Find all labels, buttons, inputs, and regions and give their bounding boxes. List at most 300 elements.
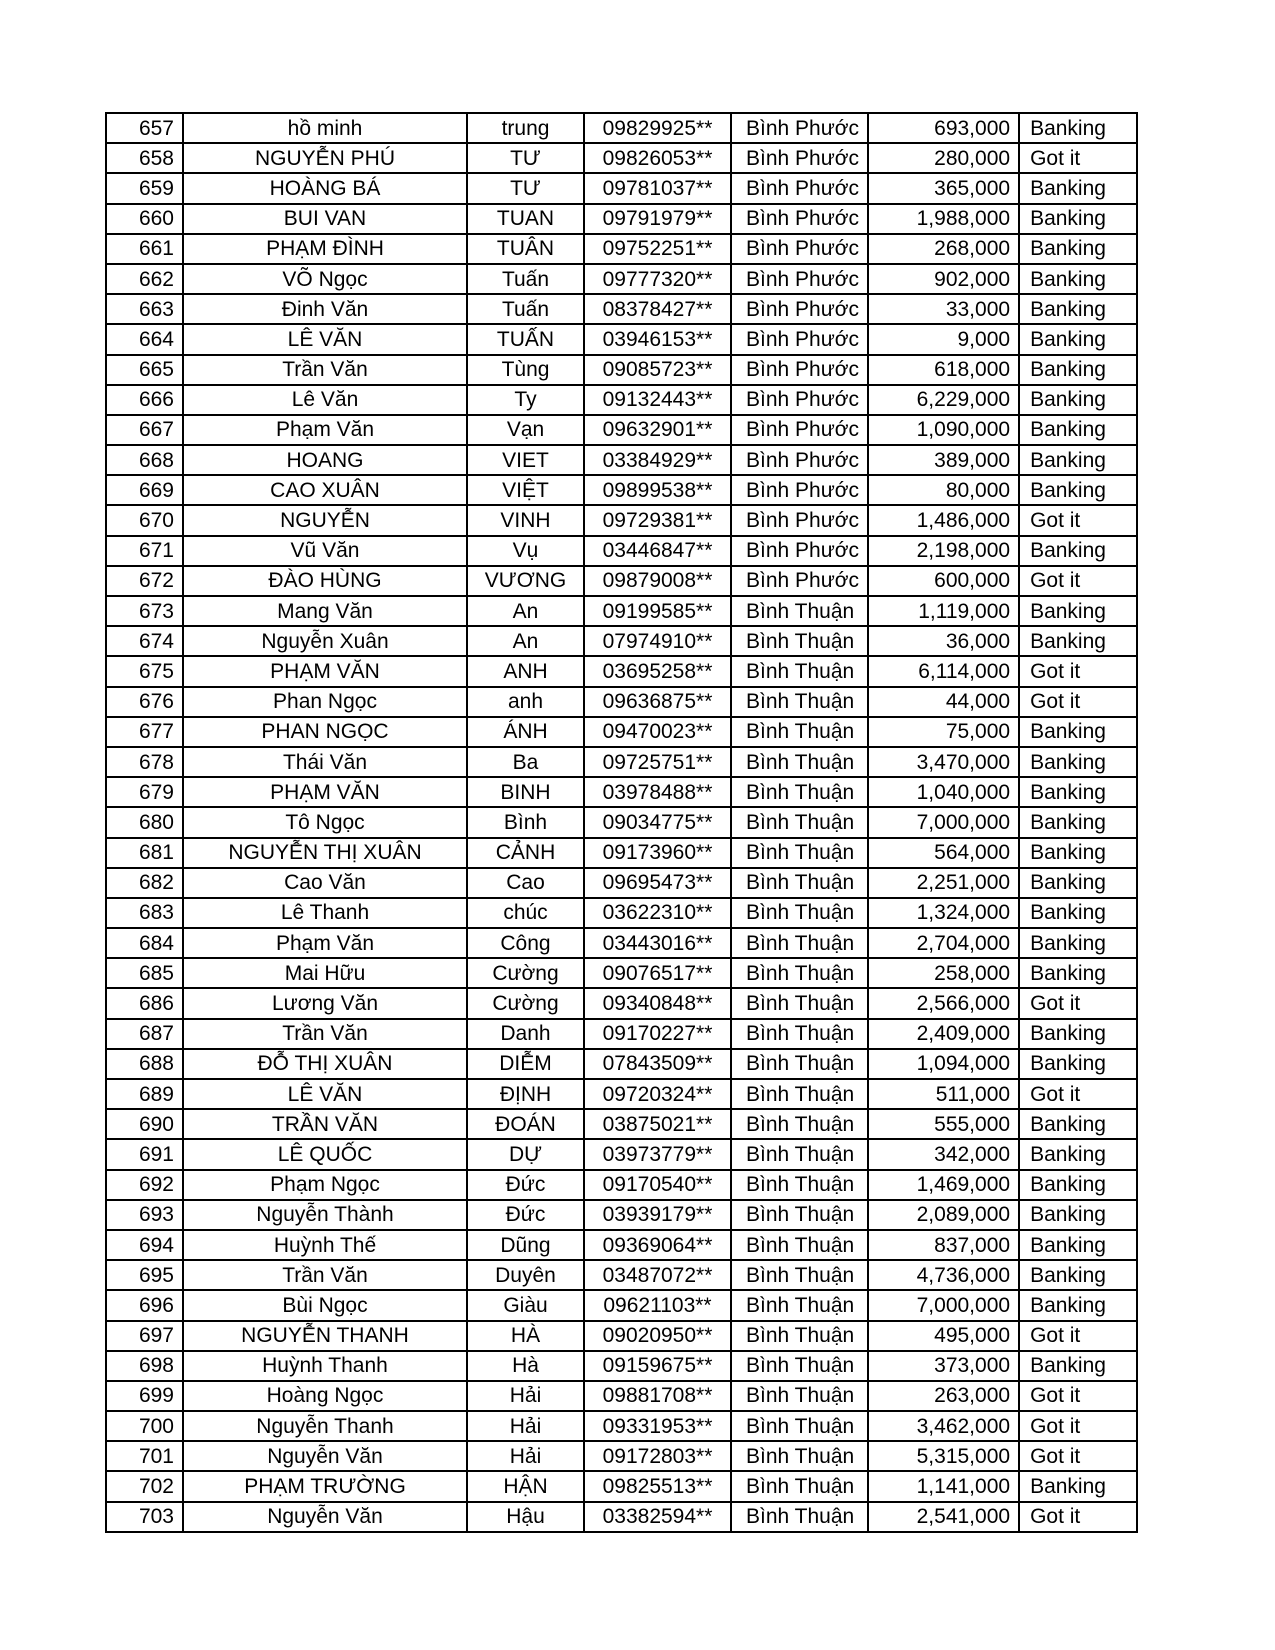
province-cell: Bình Thuận [731, 717, 868, 747]
amount-cell: 2,704,000 [868, 928, 1019, 958]
surname-cell: LÊ QUỐC [183, 1139, 467, 1169]
table-row [106, 596, 1137, 626]
table-row [106, 988, 1137, 1018]
surname-cell: BUI VAN [183, 204, 467, 234]
row-number: 698 [106, 1351, 183, 1381]
amount-cell: 564,000 [868, 838, 1019, 868]
row-number: 697 [106, 1321, 183, 1351]
province-cell: Bình Thuận [731, 777, 868, 807]
payment-method-cell: Got it [1019, 687, 1137, 717]
given-name-cell: Hậu [467, 1502, 584, 1532]
given-name-cell: Danh [467, 1019, 584, 1049]
phone-cell: 09826053** [584, 143, 731, 173]
payment-method-cell: Got it [1019, 656, 1137, 686]
amount-cell: 618,000 [868, 355, 1019, 385]
amount-cell: 75,000 [868, 717, 1019, 747]
given-name-cell: BINH [467, 777, 584, 807]
phone-cell: 09470023** [584, 717, 731, 747]
amount-cell: 2,089,000 [868, 1200, 1019, 1230]
payment-method-cell: Banking [1019, 1260, 1137, 1290]
phone-cell: 03875021** [584, 1109, 731, 1139]
payment-method-cell: Banking [1019, 204, 1137, 234]
row-number: 695 [106, 1260, 183, 1290]
phone-cell: 09829925** [584, 113, 731, 143]
province-cell: Bình Thuận [731, 1351, 868, 1381]
province-cell: Bình Thuận [731, 1411, 868, 1441]
phone-cell: 09172803** [584, 1441, 731, 1471]
given-name-cell: chúc [467, 898, 584, 928]
table-row [106, 1290, 1137, 1320]
province-cell: Bình Phước [731, 264, 868, 294]
payment-method-cell: Got it [1019, 1381, 1137, 1411]
given-name-cell: Cường [467, 958, 584, 988]
given-name-cell: CẢNH [467, 838, 584, 868]
province-cell: Bình Thuận [731, 928, 868, 958]
row-number: 676 [106, 687, 183, 717]
table-row [106, 113, 1137, 143]
surname-cell: Tô Ngọc [183, 807, 467, 837]
payment-method-cell: Got it [1019, 1441, 1137, 1471]
surname-cell: Nguyễn Văn [183, 1441, 467, 1471]
phone-cell: 03487072** [584, 1260, 731, 1290]
phone-cell: 09752251** [584, 234, 731, 264]
phone-cell: 09173960** [584, 838, 731, 868]
row-number: 681 [106, 838, 183, 868]
province-cell: Bình Phước [731, 475, 868, 505]
payment-method-cell: Banking [1019, 1109, 1137, 1139]
amount-cell: 80,000 [868, 475, 1019, 505]
row-number: 702 [106, 1471, 183, 1501]
phone-cell: 09340848** [584, 988, 731, 1018]
amount-cell: 3,470,000 [868, 747, 1019, 777]
table-row [106, 656, 1137, 686]
row-number: 703 [106, 1502, 183, 1532]
surname-cell: Nguyễn Thanh [183, 1411, 467, 1441]
phone-cell: 09729381** [584, 505, 731, 535]
phone-cell: 09132443** [584, 385, 731, 415]
given-name-cell: VIỆT [467, 475, 584, 505]
phone-cell: 09725751** [584, 747, 731, 777]
surname-cell: NGUYỄN PHÚ [183, 143, 467, 173]
row-number: 662 [106, 264, 183, 294]
surname-cell: Hoàng Ngọc [183, 1381, 467, 1411]
table-row [106, 868, 1137, 898]
surname-cell: Vũ Văn [183, 536, 467, 566]
amount-cell: 6,229,000 [868, 385, 1019, 415]
given-name-cell: Tuấn [467, 264, 584, 294]
row-number: 660 [106, 204, 183, 234]
amount-cell: 1,090,000 [868, 415, 1019, 445]
amount-cell: 693,000 [868, 113, 1019, 143]
surname-cell: Phan Ngọc [183, 687, 467, 717]
amount-cell: 268,000 [868, 234, 1019, 264]
given-name-cell: Cao [467, 868, 584, 898]
given-name-cell: Ba [467, 747, 584, 777]
province-cell: Bình Phước [731, 173, 868, 203]
payment-method-cell: Banking [1019, 294, 1137, 324]
payment-method-cell: Got it [1019, 143, 1137, 173]
province-cell: Bình Thuận [731, 988, 868, 1018]
surname-cell: CAO XUÂN [183, 475, 467, 505]
surname-cell: NGUYỄN [183, 505, 467, 535]
surname-cell: PHAN NGỌC [183, 717, 467, 747]
amount-cell: 2,541,000 [868, 1502, 1019, 1532]
payment-method-cell: Got it [1019, 1079, 1137, 1109]
surname-cell: ĐÀO HÙNG [183, 566, 467, 596]
row-number: 666 [106, 385, 183, 415]
row-number: 675 [106, 656, 183, 686]
payment-method-cell: Banking [1019, 1230, 1137, 1260]
province-cell: Bình Thuận [731, 1200, 868, 1230]
table-row [106, 838, 1137, 868]
phone-cell: 09020950** [584, 1321, 731, 1351]
surname-cell: ĐỖ THỊ XUÂN [183, 1049, 467, 1079]
province-cell: Bình Thuận [731, 1260, 868, 1290]
given-name-cell: TUÂN [467, 234, 584, 264]
given-name-cell: Tùng [467, 355, 584, 385]
row-number: 685 [106, 958, 183, 988]
given-name-cell: ANH [467, 656, 584, 686]
row-number: 692 [106, 1170, 183, 1200]
surname-cell: Phạm Ngọc [183, 1170, 467, 1200]
phone-cell: 03978488** [584, 777, 731, 807]
surname-cell: LÊ VĂN [183, 1079, 467, 1109]
row-number: 673 [106, 596, 183, 626]
table-row [106, 1502, 1137, 1532]
phone-cell: 09621103** [584, 1290, 731, 1320]
surname-cell: TRẦN VĂN [183, 1109, 467, 1139]
given-name-cell: Vụ [467, 536, 584, 566]
row-number: 659 [106, 173, 183, 203]
given-name-cell: Dũng [467, 1230, 584, 1260]
surname-cell: NGUYỄN THANH [183, 1321, 467, 1351]
table-row [106, 1441, 1137, 1471]
surname-cell: Mang Văn [183, 596, 467, 626]
phone-cell: 09899538** [584, 475, 731, 505]
province-cell: Bình Thuận [731, 958, 868, 988]
province-cell: Bình Phước [731, 445, 868, 475]
table-row [106, 626, 1137, 656]
amount-cell: 36,000 [868, 626, 1019, 656]
given-name-cell: VIET [467, 445, 584, 475]
table-row [106, 1170, 1137, 1200]
table-body [106, 113, 1137, 1532]
phone-cell: 07974910** [584, 626, 731, 656]
phone-cell: 03446847** [584, 536, 731, 566]
province-cell: Bình Phước [731, 294, 868, 324]
payment-method-cell: Banking [1019, 475, 1137, 505]
table-row [106, 1411, 1137, 1441]
province-cell: Bình Thuận [731, 747, 868, 777]
amount-cell: 6,114,000 [868, 656, 1019, 686]
province-cell: Bình Phước [731, 505, 868, 535]
payment-method-cell: Banking [1019, 173, 1137, 203]
table-row [106, 928, 1137, 958]
table-row [106, 234, 1137, 264]
amount-cell: 2,566,000 [868, 988, 1019, 1018]
surname-cell: Lê Thanh [183, 898, 467, 928]
phone-cell: 03622310** [584, 898, 731, 928]
given-name-cell: Duyên [467, 1260, 584, 1290]
payment-method-cell: Got it [1019, 1321, 1137, 1351]
table-row [106, 1381, 1137, 1411]
given-name-cell: Bình [467, 807, 584, 837]
surname-cell: Nguyễn Thành [183, 1200, 467, 1230]
table-row [106, 1019, 1137, 1049]
table-row [106, 445, 1137, 475]
row-number: 657 [106, 113, 183, 143]
surname-cell: Trần Văn [183, 355, 467, 385]
province-cell: Bình Thuận [731, 1079, 868, 1109]
phone-cell: 09331953** [584, 1411, 731, 1441]
province-cell: Bình Phước [731, 234, 868, 264]
surname-cell: Trần Văn [183, 1260, 467, 1290]
row-number: 680 [106, 807, 183, 837]
amount-cell: 365,000 [868, 173, 1019, 203]
province-cell: Bình Thuận [731, 1321, 868, 1351]
row-number: 693 [106, 1200, 183, 1230]
row-number: 672 [106, 566, 183, 596]
table-row [106, 566, 1137, 596]
phone-cell: 09879008** [584, 566, 731, 596]
row-number: 700 [106, 1411, 183, 1441]
payment-method-cell: Banking [1019, 838, 1137, 868]
province-cell: Bình Thuận [731, 1381, 868, 1411]
province-cell: Bình Thuận [731, 1049, 868, 1079]
row-number: 667 [106, 415, 183, 445]
payment-method-cell: Got it [1019, 566, 1137, 596]
given-name-cell: TUAN [467, 204, 584, 234]
surname-cell: Trần Văn [183, 1019, 467, 1049]
amount-cell: 4,736,000 [868, 1260, 1019, 1290]
amount-cell: 263,000 [868, 1381, 1019, 1411]
row-number: 677 [106, 717, 183, 747]
payment-method-cell: Banking [1019, 234, 1137, 264]
table-row [106, 687, 1137, 717]
phone-cell: 09369064** [584, 1230, 731, 1260]
given-name-cell: An [467, 596, 584, 626]
payment-method-cell: Banking [1019, 536, 1137, 566]
amount-cell: 5,315,000 [868, 1441, 1019, 1471]
surname-cell: Cao Văn [183, 868, 467, 898]
payment-method-cell: Banking [1019, 1471, 1137, 1501]
province-cell: Bình Thuận [731, 868, 868, 898]
amount-cell: 1,119,000 [868, 596, 1019, 626]
surname-cell: Bùi Ngọc [183, 1290, 467, 1320]
amount-cell: 258,000 [868, 958, 1019, 988]
row-number: 696 [106, 1290, 183, 1320]
phone-cell: 09159675** [584, 1351, 731, 1381]
province-cell: Bình Phước [731, 536, 868, 566]
row-number: 665 [106, 355, 183, 385]
given-name-cell: Giàu [467, 1290, 584, 1320]
table-row [106, 958, 1137, 988]
table-row [106, 717, 1137, 747]
amount-cell: 280,000 [868, 143, 1019, 173]
table-row [106, 355, 1137, 385]
province-cell: Bình Thuận [731, 626, 868, 656]
province-cell: Bình Phước [731, 385, 868, 415]
table-row [106, 1260, 1137, 1290]
province-cell: Bình Phước [731, 324, 868, 354]
given-name-cell: HÀ [467, 1321, 584, 1351]
table-row [106, 294, 1137, 324]
row-number: 694 [106, 1230, 183, 1260]
table-row [106, 747, 1137, 777]
province-cell: Bình Thuận [731, 1109, 868, 1139]
payment-method-cell: Got it [1019, 1502, 1137, 1532]
amount-cell: 902,000 [868, 264, 1019, 294]
row-number: 683 [106, 898, 183, 928]
amount-cell: 1,324,000 [868, 898, 1019, 928]
amount-cell: 389,000 [868, 445, 1019, 475]
amount-cell: 837,000 [868, 1230, 1019, 1260]
table-row [106, 536, 1137, 566]
amount-cell: 1,486,000 [868, 505, 1019, 535]
phone-cell: 09720324** [584, 1079, 731, 1109]
phone-cell: 03695258** [584, 656, 731, 686]
row-number: 691 [106, 1139, 183, 1169]
payment-method-cell: Banking [1019, 1170, 1137, 1200]
province-cell: Bình Thuận [731, 898, 868, 928]
province-cell: Bình Thuận [731, 1139, 868, 1169]
province-cell: Bình Phước [731, 113, 868, 143]
table-row [106, 1321, 1137, 1351]
payment-method-cell: Banking [1019, 1351, 1137, 1381]
row-number: 682 [106, 868, 183, 898]
phone-cell: 09034775** [584, 807, 731, 837]
amount-cell: 3,462,000 [868, 1411, 1019, 1441]
surname-cell: Lê Văn [183, 385, 467, 415]
row-number: 663 [106, 294, 183, 324]
given-name-cell: ĐỊNH [467, 1079, 584, 1109]
surname-cell: VÕ Ngọc [183, 264, 467, 294]
payment-method-cell: Banking [1019, 385, 1137, 415]
surname-cell: hồ minh [183, 113, 467, 143]
given-name-cell: Vạn [467, 415, 584, 445]
amount-cell: 495,000 [868, 1321, 1019, 1351]
payment-method-cell: Banking [1019, 1290, 1137, 1320]
amount-cell: 2,251,000 [868, 868, 1019, 898]
row-number: 678 [106, 747, 183, 777]
row-number: 689 [106, 1079, 183, 1109]
province-cell: Bình Thuận [731, 1290, 868, 1320]
phone-cell: 09632901** [584, 415, 731, 445]
surname-cell: Phạm Văn [183, 928, 467, 958]
given-name-cell: Đức [467, 1170, 584, 1200]
row-number: 684 [106, 928, 183, 958]
given-name-cell: ĐOÁN [467, 1109, 584, 1139]
table-row [106, 385, 1137, 415]
row-number: 669 [106, 475, 183, 505]
amount-cell: 1,988,000 [868, 204, 1019, 234]
surname-cell: Lương Văn [183, 988, 467, 1018]
payment-method-cell: Banking [1019, 355, 1137, 385]
row-number: 674 [106, 626, 183, 656]
table-row [106, 1139, 1137, 1169]
surname-cell: Huỳnh Thanh [183, 1351, 467, 1381]
phone-cell: 09170227** [584, 1019, 731, 1049]
given-name-cell: DỰ [467, 1139, 584, 1169]
payment-method-cell: Banking [1019, 898, 1137, 928]
phone-cell: 09695473** [584, 868, 731, 898]
phone-cell: 09791979** [584, 204, 731, 234]
surname-cell: Phạm Văn [183, 415, 467, 445]
payment-method-cell: Banking [1019, 1139, 1137, 1169]
payment-method-cell: Banking [1019, 1200, 1137, 1230]
province-cell: Bình Thuận [731, 807, 868, 837]
payment-method-cell: Got it [1019, 505, 1137, 535]
payment-method-cell: Banking [1019, 1019, 1137, 1049]
surname-cell: PHẠM ĐÌNH [183, 234, 467, 264]
payment-method-cell: Banking [1019, 1049, 1137, 1079]
surname-cell: PHẠM VĂN [183, 656, 467, 686]
table-row [106, 1109, 1137, 1139]
amount-cell: 7,000,000 [868, 807, 1019, 837]
surname-cell: Mai Hữu [183, 958, 467, 988]
payment-method-cell: Banking [1019, 958, 1137, 988]
given-name-cell: anh [467, 687, 584, 717]
table-row [106, 475, 1137, 505]
surname-cell: Nguyễn Văn [183, 1502, 467, 1532]
phone-cell: 03384929** [584, 445, 731, 475]
row-number: 664 [106, 324, 183, 354]
province-cell: Bình Phước [731, 415, 868, 445]
given-name-cell: VINH [467, 505, 584, 535]
amount-cell: 2,409,000 [868, 1019, 1019, 1049]
amount-cell: 2,198,000 [868, 536, 1019, 566]
surname-cell: Thái Văn [183, 747, 467, 777]
province-cell: Bình Thuận [731, 838, 868, 868]
amount-cell: 600,000 [868, 566, 1019, 596]
phone-cell: 09825513** [584, 1471, 731, 1501]
table-row [106, 1049, 1137, 1079]
given-name-cell: ÁNH [467, 717, 584, 747]
row-number: 701 [106, 1441, 183, 1471]
given-name-cell: An [467, 626, 584, 656]
table-row [106, 264, 1137, 294]
province-cell: Bình Phước [731, 566, 868, 596]
row-number: 679 [106, 777, 183, 807]
row-number: 686 [106, 988, 183, 1018]
amount-cell: 555,000 [868, 1109, 1019, 1139]
phone-cell: 09781037** [584, 173, 731, 203]
province-cell: Bình Phước [731, 143, 868, 173]
winners-table [105, 112, 1138, 1533]
given-name-cell: HẬN [467, 1471, 584, 1501]
province-cell: Bình Thuận [731, 1230, 868, 1260]
given-name-cell: TƯ [467, 173, 584, 203]
given-name-cell: Tuấn [467, 294, 584, 324]
phone-cell: 09085723** [584, 355, 731, 385]
phone-cell: 03939179** [584, 1200, 731, 1230]
amount-cell: 511,000 [868, 1079, 1019, 1109]
given-name-cell: TƯ [467, 143, 584, 173]
table-row [106, 1200, 1137, 1230]
phone-cell: 07843509** [584, 1049, 731, 1079]
given-name-cell: Hải [467, 1441, 584, 1471]
table-row [106, 173, 1137, 203]
row-number: 688 [106, 1049, 183, 1079]
amount-cell: 1,141,000 [868, 1471, 1019, 1501]
given-name-cell: trung [467, 113, 584, 143]
amount-cell: 9,000 [868, 324, 1019, 354]
given-name-cell: Hải [467, 1381, 584, 1411]
amount-cell: 1,040,000 [868, 777, 1019, 807]
payment-method-cell: Banking [1019, 747, 1137, 777]
amount-cell: 1,094,000 [868, 1049, 1019, 1079]
table-row [106, 807, 1137, 837]
